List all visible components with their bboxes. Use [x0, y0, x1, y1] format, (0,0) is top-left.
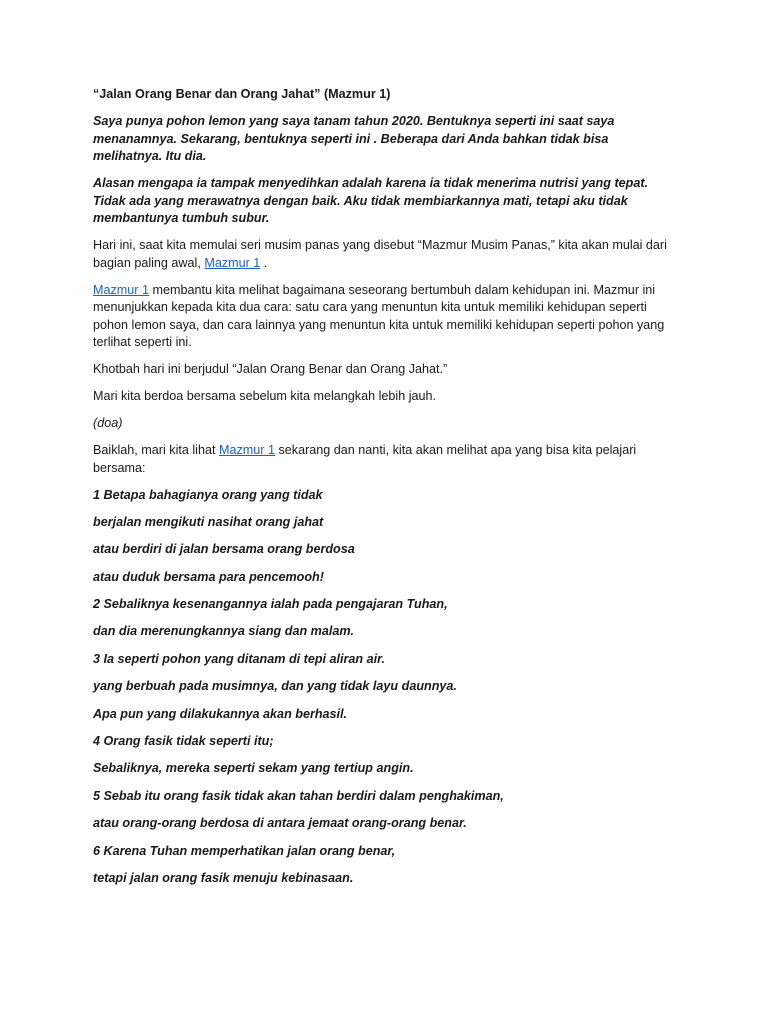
- intro-paragraph-lemon-tree: Saya punya pohon lemon yang saya tanam tahun 2020. Bentuknya seperti ini saat saya menanamnya. Sekarang, bentuknya seperti ini . Beberapa dari Anda bahkan tidak bisa melihatnya. Itu dia.: [93, 114, 615, 163]
- verse-line: dan dia merenungkannya siang dan malam.: [93, 624, 355, 639]
- verse-line: tetapi jalan orang fasik menuju kebinasaan.: [93, 870, 354, 885]
- mazmur-1-link[interactable]: Mazmur 1: [93, 282, 149, 297]
- verse-line: atau duduk bersama para pencemooh!: [93, 569, 324, 584]
- paragraph-series-end: .: [260, 255, 268, 270]
- paragraph-look-end: sekarang dan nanti, kita akan melihat apa yang bisa kita pelajari bersama:: [93, 443, 637, 475]
- paragraph-two-ways: [93, 282, 673, 352]
- verse-line: yang berbuah pada musimnya, dan yang tidak layu daunnya.: [93, 679, 457, 694]
- verse-line: Apa pun yang dilakukannya akan berhasil.: [93, 706, 348, 721]
- verse-line: atau berdiri di jalan bersama orang berdosa: [93, 542, 355, 557]
- paragraph-prayer: Mari kita berdoa bersama sebelum kita melangkah lebih jauh.: [93, 389, 437, 403]
- document-title: “Jalan Orang Benar dan Orang Jahat” (Mazmur 1): [93, 87, 391, 101]
- paragraph-sermon-title: Khotbah hari ini berjudul “Jalan Orang Benar dan Orang Jahat.”: [93, 362, 448, 376]
- paragraph-look-text: Baiklah, mari kita lihat: [93, 443, 219, 457]
- verse-line: 6 Karena Tuhan memperhatikan jalan orang benar,: [93, 843, 396, 858]
- verse-line: berjalan mengikuti nasihat orang jahat: [93, 514, 324, 529]
- document-page: [93, 86, 673, 897]
- verse-line: 2 Sebaliknya kesenangannya ialah pada pengajaran Tuhan,: [93, 597, 448, 612]
- intro-paragraph-reason: Alasan mengapa ia tampak menyedihkan adalah karena ia tidak menerima nutrisi yang tepat. Tidak ada yang merawatnya dengan baik. Aku tidak membiarkannya mati, tetapi aku tidak membantunya tumbuh subur.: [93, 176, 649, 225]
- verse-line: Sebaliknya, mereka seperti sekam yang tertiup angin.: [93, 761, 414, 776]
- mazmur-1-link[interactable]: Mazmur 1: [219, 443, 275, 457]
- verse-line: 1 Betapa bahagianya orang yang tidak: [93, 487, 323, 502]
- verse-line: 3 Ia seperti pohon yang ditanam di tepi aliran air.: [93, 651, 385, 666]
- verse-line: 5 Sebab itu orang fasik tidak akan tahan berdiri dalam penghakiman,: [93, 788, 504, 803]
- mazmur-1-link[interactable]: Mazmur 1: [204, 255, 261, 270]
- verse-line: atau orang-orang berdosa di antara jemaat orang-orang benar.: [93, 816, 467, 831]
- paragraph-doa: (doa): [93, 416, 123, 430]
- paragraph-series-text: Hari ini, saat kita memulai seri musim panas yang disebut “Mazmur Musim Panas,” kita akan mulai dari bagian paling awal,: [93, 238, 667, 270]
- paragraph-two-ways-text: membantu kita melihat bagaimana seseorang bertumbuh dalam kehidupan ini. Mazmur ini menunjukkan kepada kita dua cara: satu cara yang menuntun kita untuk memiliki kehidupan seperti pohon lemon saya, dan cara lainnya yang menuntun kita untuk memiliki kehidupan seperti pohon yang terlihat seperti ini.: [93, 282, 665, 349]
- paragraph-series-intro: [93, 237, 673, 272]
- paragraph-look-at-psalm: [93, 442, 673, 477]
- verse-line: 4 Orang fasik tidak seperti itu;: [93, 734, 274, 749]
